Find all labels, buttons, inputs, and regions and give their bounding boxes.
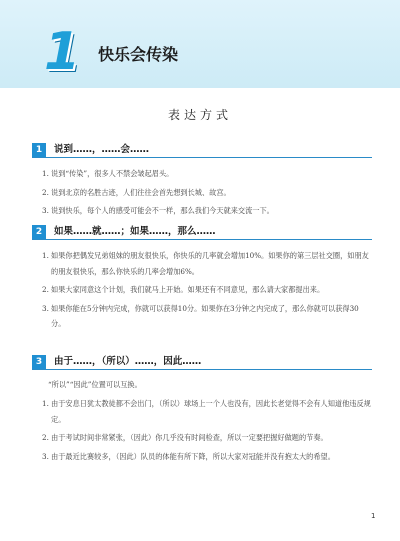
item-number: 1. (42, 399, 49, 408)
section-header (32, 225, 372, 240)
section-title: 由于……，（所以）……，因此…… (54, 356, 202, 367)
item-text: 如果你能在5分钟内完成，你就可以获得10分。如果你在3分钟之内完成了，那么你就可以获得30分。 (51, 303, 359, 328)
item-number: 2. (42, 187, 49, 197)
item-number: 3. (42, 303, 49, 313)
item-number: 2. (42, 433, 49, 442)
item-text: 说到“传染”，很多人不禁会皱起眉头。 (51, 169, 174, 178)
section-1 (32, 143, 372, 222)
section-title: 说到……，……会…… (54, 144, 150, 155)
item-text: 说到快乐，每个人的感受可能会不一样，那么我们今天就来交流一下。 (51, 206, 274, 215)
section-number-badge: 1 (32, 143, 46, 157)
section-header (32, 355, 372, 370)
item-number: 3. (42, 451, 49, 461)
item-number: 1. (42, 169, 49, 178)
usage-note: “所以”“因此”位置可以互换。 (48, 380, 142, 389)
section-title: 如果……就……；如果……，那么…… (54, 226, 216, 237)
item-text: 如果你把偶发兄弟姐妹的朋友很快乐，你快乐的几率就会增加10%。如果你的第三层社交圈，如朋友的朋友很快乐，那么你快乐的几率会增加6%。 (51, 251, 369, 276)
section-number-badge: 2 (32, 225, 46, 239)
item-text: 如果大家同意这个计划，我们就马上开始。如果还有不同意见，那么请大家都提出来。 (51, 285, 325, 294)
list-item (42, 449, 372, 465)
list-item (42, 166, 372, 182)
example-list (32, 378, 372, 464)
item-text: 由于安息日犹太教徒都不会出门，（所以）球场上一个人也没有，因此长老觉得不会有人知道他违反规定。 (51, 399, 371, 424)
list-item (42, 282, 372, 298)
item-text: 说到北京的名胜古迹，人们往往会首先想到长城、故宫。 (51, 187, 231, 197)
list-item (42, 185, 372, 201)
lesson-title: 快乐会传染 (98, 45, 179, 64)
item-number: 3. (42, 206, 49, 215)
item-text: 由于最近比赛较多，（因此）队员的体能有所下降，所以大家对冠能并没有抱太大的希望。 (51, 451, 335, 461)
list-item (42, 248, 372, 279)
section-3 (32, 355, 372, 467)
page-title: 表达方式 (167, 108, 232, 122)
list-item (42, 301, 372, 332)
list-item (42, 430, 372, 446)
item-text: 由于考试时间非常紧张，（因此）你几乎没有时间检查，所以一定要把握好做题的节奏。 (51, 433, 328, 442)
section-number-badge: 3 (32, 355, 46, 369)
example-list (32, 248, 372, 332)
page-number: 1 (371, 512, 376, 520)
item-number: 2. (42, 285, 49, 294)
lesson-number: 1 (44, 22, 81, 82)
section-header (32, 143, 372, 158)
item-number: 1. (42, 251, 49, 260)
list-item (42, 203, 372, 219)
example-list (32, 166, 372, 219)
section-2 (32, 225, 372, 335)
lesson-header (0, 0, 400, 88)
list-item (42, 396, 372, 427)
